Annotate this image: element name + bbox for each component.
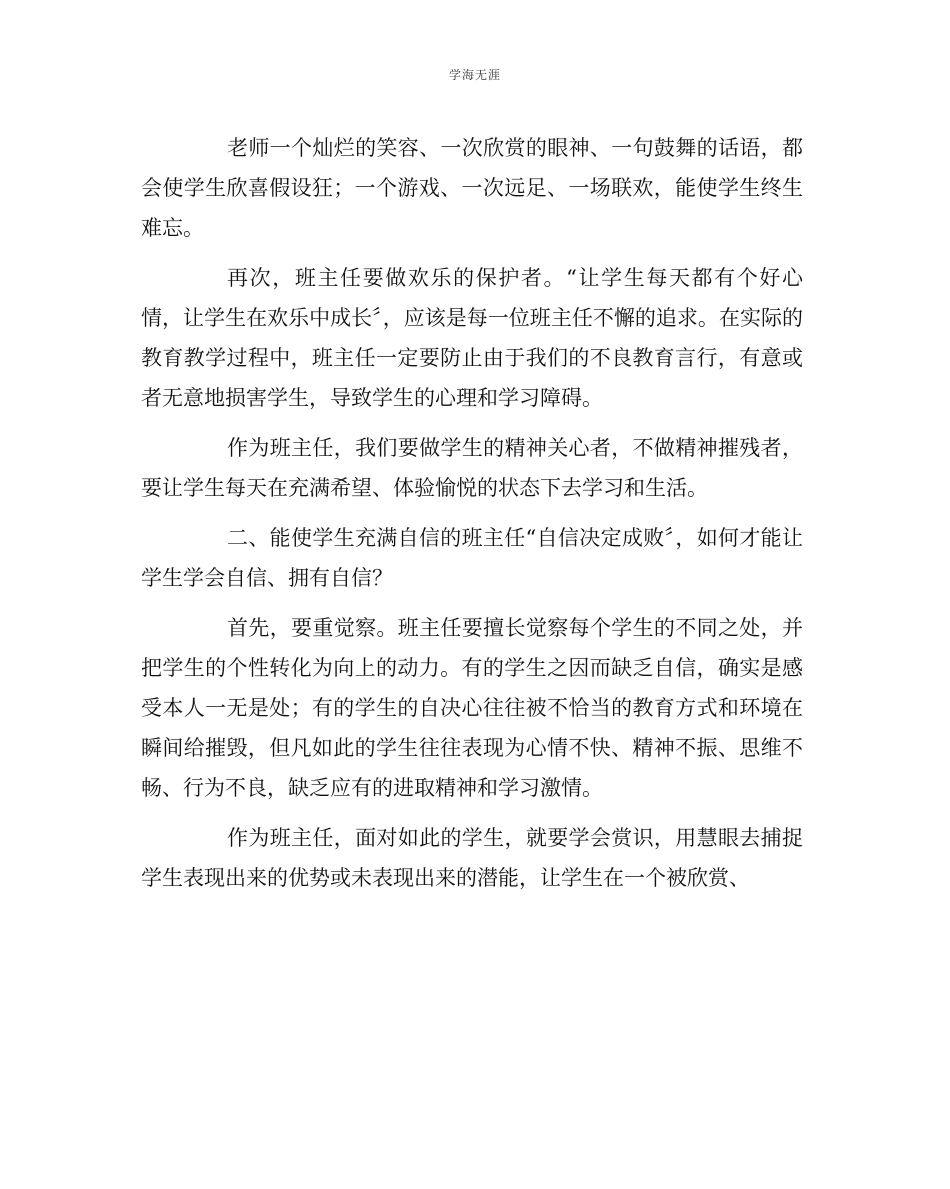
paragraph: 首先，要重觉察。班主任要擅长觉察每个学生的不同之处，并把学生的个性转化为向上的动力。有的学生之因而缺乏自信，确实是感受本人一无是处；有的学生的自决心往往被不恰当的教育方式和环境在瞬间给摧毁，但凡如此的学生往往表现为心情不快、精神不振、思维不畅、行为不良，缺乏应有的进取精神和学习激情。 xyxy=(141,616,803,800)
paragraph: 再次，班主任要做欢乐的保护者。“让学生每天都有个好心情，让学生在欢乐中成长〞，应该是每一位班主任不懈的追求。在实际的教育教学过程中，班主任一定要防止由于我们的不良教育言行，有意或者无意地损害学生，导致学生的心理和学习障碍。 xyxy=(141,266,803,410)
paragraph: 作为班主任，我们要做学生的精神关心者，不做精神摧残者，要让学生每天在充满希望、体验愉悦的状态下去学习和生活。 xyxy=(141,436,803,500)
paragraph: 作为班主任，面对如此的学生，就要学会赏识，用慧眼去捕捉学生表现出来的优势或未表现出来的潜能，让学生在一个被欣赏、 xyxy=(141,826,803,890)
page-header: 学海无涯 xyxy=(448,68,501,82)
paragraph: 老师一个灿烂的笑容、一次欣赏的眼神、一句鼓舞的话语，都会使学生欣喜假设狂；一个游戏、一次远足、一场联欢，能使学生终生难忘。 xyxy=(141,136,803,240)
paragraph: 二、能使学生充满自信的班主任“自信决定成败〞，如何才能让学生学会自信、拥有自信？ xyxy=(141,526,803,590)
document-body xyxy=(141,128,803,898)
